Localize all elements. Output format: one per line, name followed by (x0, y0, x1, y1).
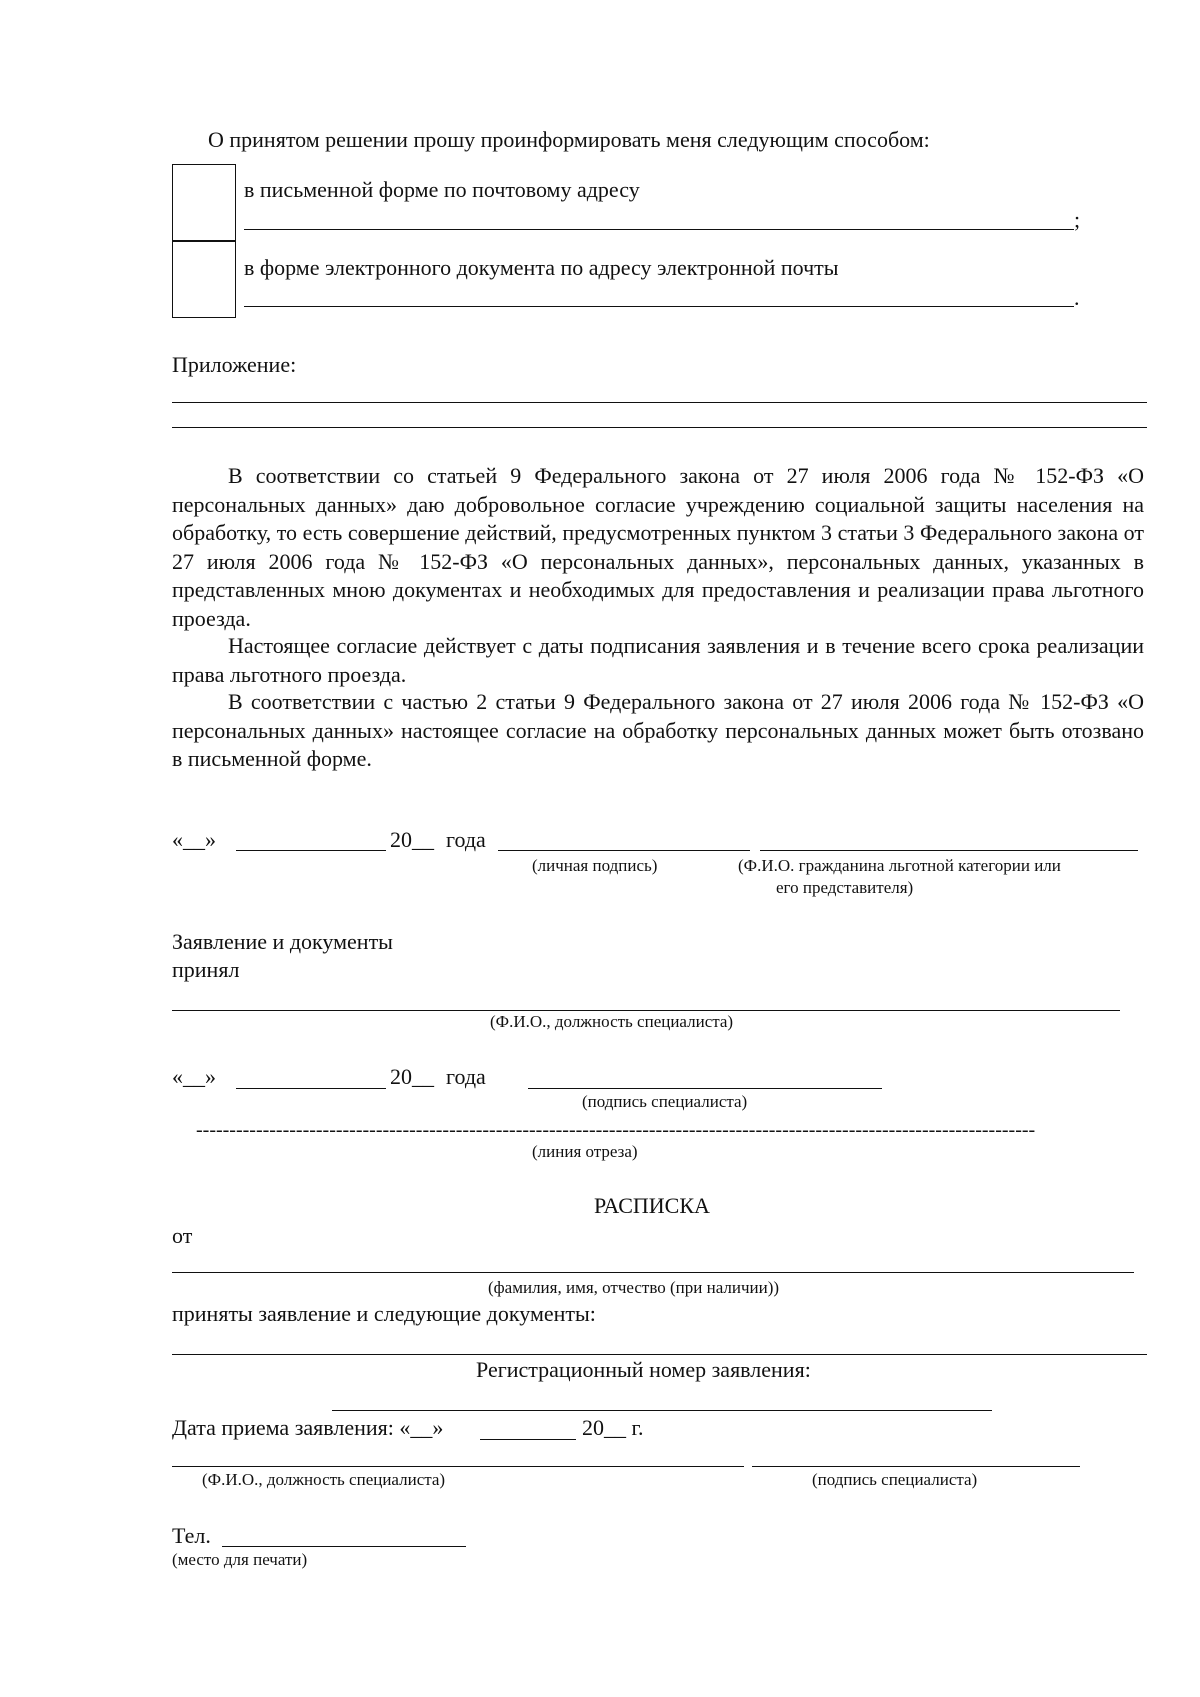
mail-line-end: ; (1074, 207, 1081, 232)
applicant-year-word: года (446, 827, 486, 852)
applicant-date-quote: «__» (172, 827, 216, 852)
cut-line: ------------------------------------------------------------------------------------------------------------------------------ (196, 1120, 1036, 1140)
received-year-prefix: 20__ (390, 1064, 434, 1089)
attachment-line-2[interactable] (172, 427, 1147, 428)
option-email-label: в форме электронного документа по адресу электронной почты (244, 255, 839, 280)
receipt-stamp-caption: (место для печати) (172, 1550, 308, 1569)
applicant-year-prefix: 20__ (390, 827, 434, 852)
receipt-title: РАСПИСКА (594, 1193, 710, 1218)
consent-paragraph-1: В соответствии со статьей 9 Федерального закона от 27 июля 2006 года № 152-ФЗ «О персональных данных» даю добровольное согласие учреждению социальной защиты населения на обработку, то есть совершение действий, предусмотренных пунктом 3 статьи 3 Федерального закона от 27 июля 2006 года № 152-ФЗ «О персональных данных», персональных данных, указанных в представленных мною документах и необходимых для предоставления и реализации права льготного проезда. (172, 463, 1144, 631)
received-signature-caption: (подпись специалиста) (582, 1092, 748, 1111)
applicant-name-caption-2: его представителя) (776, 878, 914, 897)
attachment-line-1[interactable] (172, 402, 1147, 403)
receipt-phone-label: Тел. (172, 1523, 211, 1548)
checkbox-email[interactable] (172, 240, 236, 318)
receipt-phone-line[interactable] (222, 1546, 466, 1547)
notify-intro: О принятом решении прошу проинформировать меня следующим способом: (208, 127, 930, 152)
consent-paragraph-2: Настоящее согласие действует с даты подписания заявления и в течение всего срока реализации права льготного проезда. (172, 633, 1144, 687)
applicant-signature-line[interactable] (498, 850, 750, 851)
receipt-signature-line[interactable] (752, 1466, 1080, 1467)
received-specialist-caption: (Ф.И.О., должность специалиста) (490, 1012, 734, 1031)
receipt-reg-number-label: Регистрационный номер заявления: (476, 1357, 811, 1382)
email-line-end: . (1074, 285, 1080, 310)
receipt-reg-number-line[interactable] (332, 1410, 992, 1411)
email-address-line[interactable] (244, 306, 1074, 307)
option-mail-label: в письменной форме по почтовому адресу (244, 177, 640, 202)
attachment-label: Приложение: (172, 352, 297, 377)
receipt-fio-line[interactable] (172, 1272, 1134, 1273)
applicant-name-caption-1: (Ф.И.О. гражданина льготной категории или (738, 856, 1061, 875)
receipt-specialist-line[interactable] (172, 1466, 744, 1467)
receipt-specialist-caption: (Ф.И.О., должность специалиста) (202, 1470, 446, 1489)
consent-paragraph-3: В соответствии с частью 2 статьи 9 Федерального закона от 27 июля 2006 года № 152-ФЗ «О персональных данных» настоящее согласие на обработку персональных данных может быть отозвано в письменной форме. (172, 689, 1144, 771)
mail-address-line[interactable] (244, 229, 1074, 230)
receipt-fio-caption: (фамилия, имя, отчество (при наличии)) (488, 1278, 780, 1297)
applicant-date-month-line[interactable] (236, 850, 386, 851)
receipt-documents-line[interactable] (172, 1354, 1147, 1355)
receipt-accepted-text: приняты заявление и следующие документы: (172, 1301, 596, 1326)
receipt-date-year: 20__ г. (582, 1415, 644, 1440)
received-line-2: принял (172, 957, 240, 982)
received-signature-line[interactable] (528, 1088, 882, 1089)
received-specialist-line[interactable] (172, 1010, 1120, 1011)
checkbox-mail[interactable] (172, 164, 236, 242)
cut-line-caption: (линия отреза) (532, 1142, 638, 1161)
receipt-date-month-line[interactable] (480, 1439, 576, 1440)
receipt-date-label: Дата приема заявления: «__» (172, 1415, 444, 1440)
applicant-name-line[interactable] (760, 850, 1138, 851)
received-date-quote: «__» (172, 1064, 216, 1089)
received-date-month-line[interactable] (236, 1088, 386, 1089)
received-line-1: Заявление и документы (172, 929, 393, 954)
received-year-word: года (446, 1064, 486, 1089)
receipt-from: от (172, 1223, 193, 1248)
applicant-signature-caption: (личная подпись) (532, 856, 658, 875)
receipt-signature-caption: (подпись специалиста) (812, 1470, 978, 1489)
